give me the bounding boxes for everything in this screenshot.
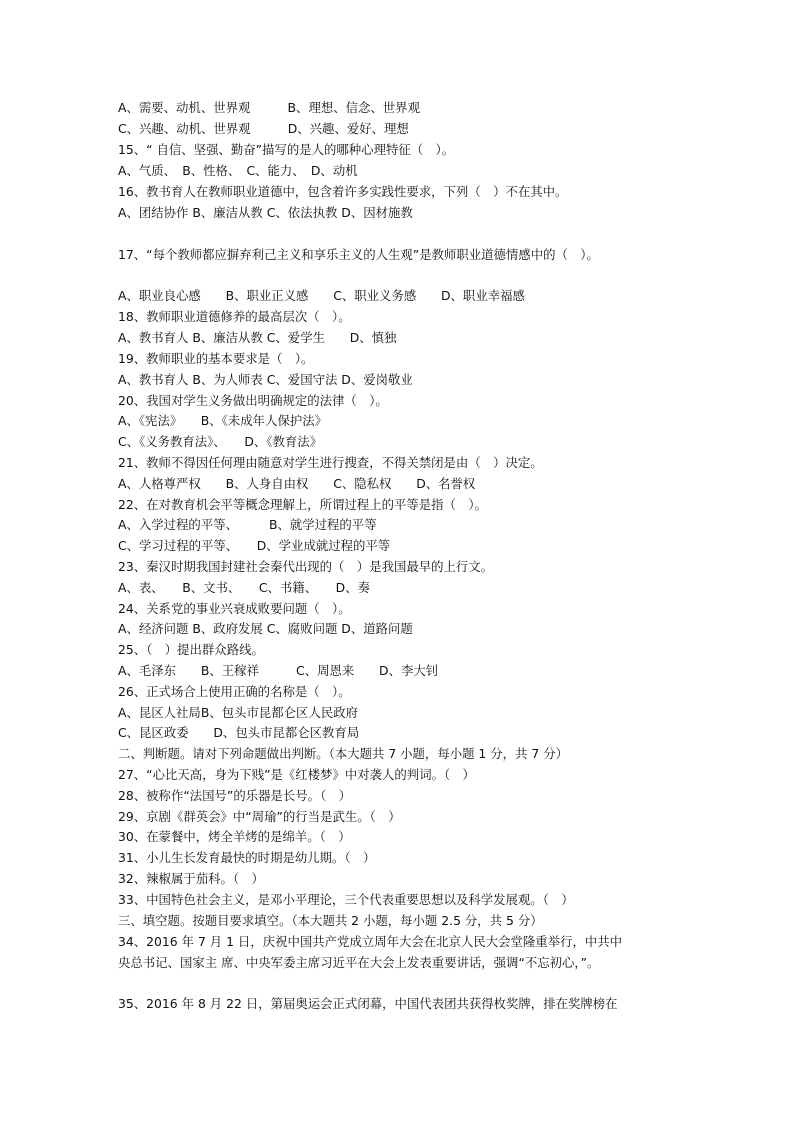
section-heading: 三、填空题。按题目要求填空。（本大题共 2 小题，每小题 2.5 分，共 5 分） (118, 913, 543, 928)
question-line: 24、关系党的事业兴衰成败要问题（ ）。 (118, 601, 351, 616)
question-line: C、兴趣、动机、世界观 D、兴趣、爱好、理想 (118, 121, 409, 136)
question-line: 15、“ 自信、坚强、勤奋”描写的是人的哪种心理特征（ ）。 (118, 142, 455, 157)
question-line: C、学习过程的平等、 D、学业成就过程的平等 (118, 538, 391, 553)
question-line: 25、（ ）提出群众路线。 (118, 642, 264, 657)
question-line: A、毛泽东 B、王稼祥 C、周恩来 D、李大钊 (118, 663, 439, 678)
question-line: A、职业良心感 B、职业正义感 C、职业义务感 D、职业幸福感 (118, 288, 525, 303)
section-heading: 二、判断题。请对下列命题做出判断。（本大题共 7 小题，每小题 1 分，共 7 分） (118, 746, 568, 761)
question-line: 28、被称作“法国号”的乐器是长号。（ ） (118, 788, 352, 803)
question-line: 27、“心比天高，身为下贱”是《红楼梦》中对袭人的判词。（ ） (118, 767, 475, 782)
question-line: A、需要、动机、世界观 B、理想、信念、世界观 (118, 100, 420, 115)
question-line: A、教书育人 B、廉洁从教 C、爱学生 D、慎独 (118, 330, 397, 345)
question-line: 29、京剧《群英会》中“周瑜”的行当是武生。（ ） (118, 809, 401, 824)
question-line: 32、辣椒属于茄科。（ ） (118, 871, 264, 886)
question-line: 22、在对教育机会平等概念理解上，所谓过程上的平等是指（ ）。 (118, 497, 487, 512)
question-line: 17、“每个教师都应摒弃利己主义和享乐主义的人生观”是教师职业道德情感中的（ ）。 (118, 247, 599, 262)
question-line: 35、2016 年 8 月 22 日，第届奥运会正式闭幕，中国代表团共获得枚奖牌，排在奖牌榜在 (118, 996, 618, 1011)
question-line: 16、教书育人在教师职业道德中，包含着许多实践性要求，下列（ ）不在其中。 (118, 184, 568, 199)
question-line: 央总书记、国家主 席、中央军委主席习近平在大会上发表重要讲话，强调“不忘初心，”。 (118, 955, 600, 970)
question-line: A、人格尊严权 B、人身自由权 C、隐私权 D、名誉权 (118, 476, 476, 491)
question-line: 21、教师不得因任何理由随意对学生进行搜查，不得关禁闭是由（ ）决定。 (118, 455, 543, 470)
question-line: 26、正式场合上使用正确的名称是（ ）。 (118, 684, 351, 699)
question-line: A、团结协作 B、廉洁从教 C、依法执教 D、因材施教 (118, 205, 413, 220)
question-line: C、《义务教育法》、 D、《教育法》 (118, 434, 323, 449)
question-line: 19、教师职业的基本要求是（ ）。 (118, 351, 314, 366)
question-line: A、入学过程的平等、 B、就学过程的平等 (118, 517, 377, 532)
question-line: 18、教师职业道德修养的最高层次（ ）。 (118, 309, 351, 324)
question-line: 34、2016 年 7 月 1 日，庆祝中国共产党成立周年大会在北京人民大会堂隆重举行，中共中 (118, 934, 623, 949)
question-line: 31、小儿生长发育最快的时期是幼儿期。（ ） (118, 850, 376, 865)
question-line: 33、中国特色社会主义，是邓小平理论，三个代表重要思想以及科学发展观。（ ） (118, 892, 574, 907)
question-line: 30、在蒙餐中，烤全羊烤的是绵羊。（ ） (118, 829, 351, 844)
question-line: 23、秦汉时期我国封建社会秦代出现的（ ）是我国最早的上行文。 (118, 559, 494, 574)
question-line: A、经济问题 B、政府发展 C、腐败问题 D、道路问题 (118, 621, 413, 636)
question-line: A、表、 B、文书、 C、书籍、 D、奏 (118, 580, 370, 595)
question-line: A、昆区人社局B、包头市昆都仑区人民政府 (118, 705, 359, 720)
question-line: C、昆区政委 D、包头市昆都仑区教育局 (118, 725, 360, 740)
question-line: A、教书育人 B、为人师表 C、爱国守法 D、爱岗敬业 (118, 372, 413, 387)
question-line: 20、我国对学生义务做出明确规定的法律（ ）。 (118, 393, 388, 408)
question-line: A、《宪法》 B、《未成年人保护法》 (118, 413, 328, 428)
question-line: A、气质、 B、性格、 C、能力、 D、动机 (118, 163, 358, 178)
